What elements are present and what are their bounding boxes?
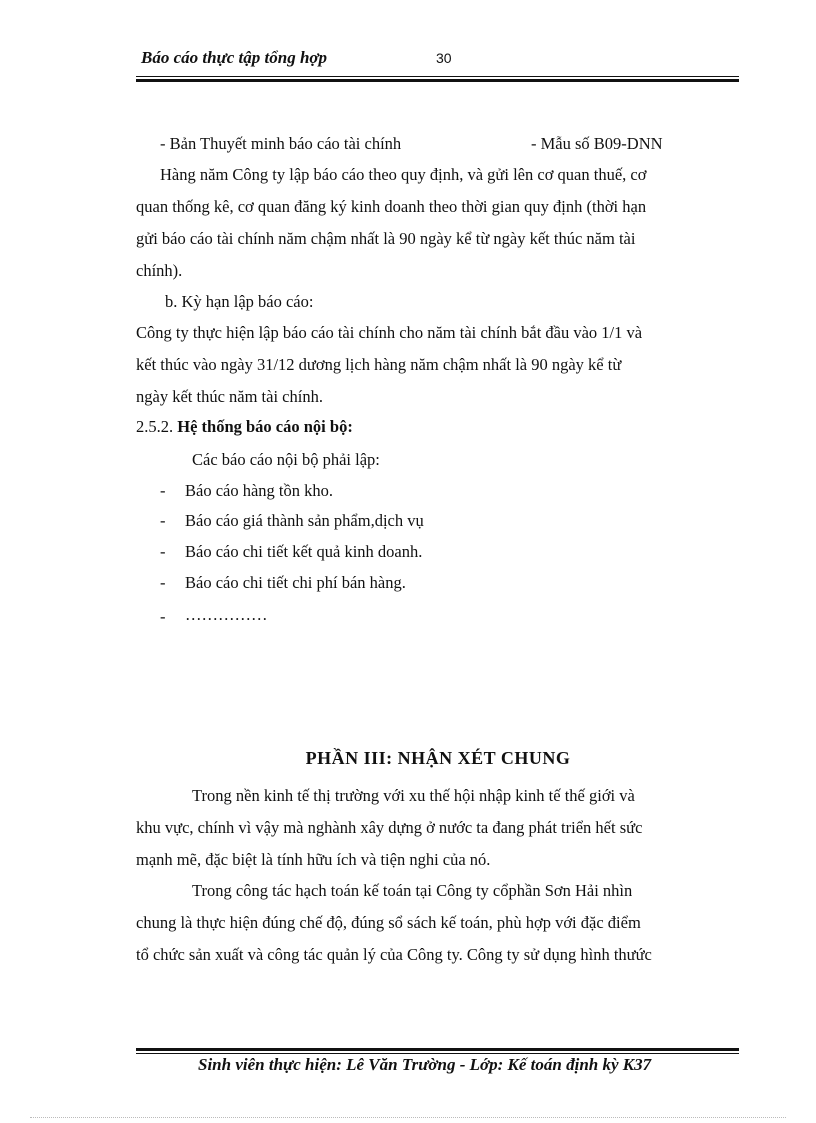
para4-line-3: tổ chức sản xuất và công tác quản lý của Công ty. Công ty sử dụng hình thưức (136, 945, 652, 964)
para1-line-2: quan thống kê, cơ quan đăng ký kinh doanh theo thời gian quy định (thời hạn (136, 197, 647, 216)
list-item: Báo cáo chi tiết kết quả kinh doanh. (185, 542, 423, 561)
financial-notes-line: - Bản Thuyết minh báo cáo tài chính (160, 134, 402, 153)
part3-heading: PHẦN III: NHẬN XÉT CHUNG (305, 748, 571, 768)
internal-reports-intro: Các báo cáo nội bộ phải lập: (192, 450, 380, 469)
para2-line-3: ngày kết thúc năm tài chính. (136, 387, 323, 406)
list-item: …………… (185, 605, 268, 624)
para3-line-1: Trong nền kinh tế thị trường với xu thế hội nhập kinh tế thế giới và (192, 786, 635, 805)
bullet-dash: - (160, 542, 166, 561)
page-number: 30 (436, 50, 452, 66)
bullet-dash: - (160, 573, 166, 592)
list-item: Báo cáo giá thành sản phẩm,dịch vụ (185, 511, 424, 530)
list-item: Báo cáo hàng tồn kho. (185, 481, 334, 500)
header-rule-thin (136, 76, 739, 77)
footer-rule-thick (136, 1048, 739, 1051)
footer-rule-thin (136, 1053, 739, 1054)
para1-line-1: Hàng năm Công ty lập báo cáo theo quy định, và gửi lên cơ quan thuế, cơ (160, 165, 647, 184)
bullet-dash: - (160, 607, 166, 626)
para3-line-3: mạnh mẽ, đặc biệt là tính hữu ích và tiện nghi của nó. (136, 850, 491, 869)
para4-line-2: chung là thực hiện đúng chế độ, đúng sổ sách kế toán, phù hợp với đặc điểm (136, 913, 641, 932)
section-number: 2.5.2. (136, 417, 174, 436)
para1-line-3: gửi báo cáo tài chính năm chậm nhất là 90 ngày kể từ ngày kết thúc năm tài (136, 229, 636, 248)
para1-line-4: chính). (136, 261, 183, 280)
list-item: Báo cáo chi tiết chi phí bán hàng. (185, 573, 406, 592)
subheading-reporting-period: b. Kỳ hạn lập báo cáo: (165, 292, 314, 311)
section-heading (136, 417, 353, 437)
para2-line-1: Công ty thực hiện lập báo cáo tài chính cho năm tài chính bắt đầu vào 1/1 và (136, 323, 643, 342)
header-rule-thick (136, 79, 739, 82)
bullet-dash: - (160, 481, 166, 500)
bullet-dash: - (160, 511, 166, 530)
form-number-b09: - Mẫu số B09-DNN (531, 134, 663, 153)
para2-line-2: kết thúc vào ngày 31/12 dương lịch hàng năm chậm nhất là 90 ngày kể từ (136, 355, 622, 374)
running-header-title: Báo cáo thực tập tổng hợp (141, 48, 328, 67)
section-title: Hệ thống báo cáo nội bộ: (177, 417, 353, 436)
para4-line-1: Trong công tác hạch toán kế toán tại Công ty cổphần Sơn Hải nhìn (192, 881, 633, 900)
footer-student-info: Sinh viên thực hiện: Lê Văn Trường - Lớp: Kế toán định kỳ K37 (198, 1055, 652, 1074)
page-edge-dotted-line (30, 1117, 786, 1118)
para3-line-2: khu vực, chính vì vậy mà nghành xây dựng ở nước ta đang phát triển hết sức (136, 818, 643, 837)
